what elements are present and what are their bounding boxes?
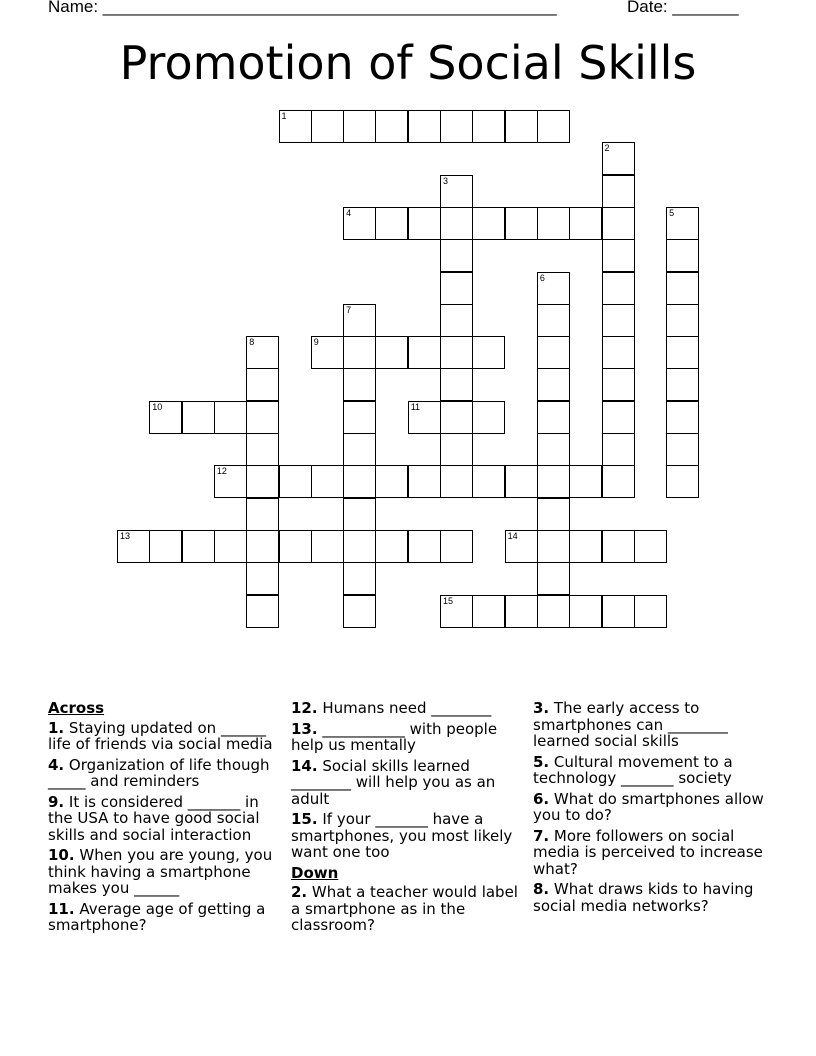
crossword-cell[interactable] — [214, 530, 247, 563]
crossword-cell[interactable] — [343, 401, 376, 434]
crossword-cell[interactable] — [666, 368, 699, 401]
crossword-cell[interactable] — [569, 465, 602, 498]
crossword-cell[interactable] — [505, 465, 538, 498]
clue-number: 8. — [533, 880, 550, 898]
crossword-cell[interactable] — [343, 530, 376, 563]
crossword-cell[interactable] — [343, 562, 376, 595]
clue-item — [533, 881, 769, 914]
clue-number: 1 — [281, 111, 287, 121]
clue-item — [533, 791, 769, 824]
clue-text: More followers on social media is perceived to increase what? — [533, 826, 763, 878]
crossword-cell[interactable] — [440, 465, 473, 498]
crossword-cell[interactable] — [440, 272, 473, 305]
clue-number: 15 — [443, 595, 454, 606]
name-field-label: Name: ________________________________________________ — [48, 0, 557, 16]
crossword-cell[interactable] — [343, 336, 376, 369]
crossword-cell[interactable] — [602, 304, 635, 337]
crossword-cell[interactable] — [246, 595, 279, 628]
clue-number: 3 — [443, 175, 449, 186]
crossword-cell[interactable] — [537, 368, 570, 401]
crossword-cell[interactable] — [602, 465, 635, 498]
crossword-cell[interactable] — [343, 433, 376, 466]
crossword-cell[interactable] — [246, 368, 279, 401]
crossword-cell[interactable] — [311, 110, 344, 143]
crossword-cell[interactable] — [569, 595, 602, 628]
crossword-cell[interactable] — [214, 401, 247, 434]
clue-number: 1. — [48, 718, 65, 737]
clue-text: If your _______ have a smartphones, you most likely want one too — [291, 810, 513, 861]
crossword-cell[interactable] — [569, 207, 602, 240]
crossword-cell[interactable] — [505, 530, 538, 563]
clue-number: 5 — [669, 207, 675, 218]
clue-number: 2. — [291, 883, 308, 901]
clue-number: 11 — [410, 401, 421, 412]
crossword-cell[interactable] — [343, 595, 376, 628]
clue-text: The early access to smartphones can ________ learned social skills — [533, 699, 728, 750]
crossword-cell[interactable] — [666, 207, 699, 240]
crossword-cell[interactable] — [246, 336, 279, 369]
crossword-cell[interactable] — [602, 175, 635, 208]
clue-number: 13. — [291, 719, 318, 738]
crossword-cell[interactable] — [472, 401, 505, 434]
crossword-cell[interactable] — [375, 530, 408, 563]
crossword-cell[interactable] — [472, 595, 505, 628]
crossword-cell[interactable] — [602, 207, 635, 240]
crossword-cell[interactable] — [602, 142, 635, 175]
crossword-cell[interactable] — [537, 272, 570, 305]
crossword-cell[interactable] — [505, 110, 538, 143]
crossword-cell[interactable] — [537, 465, 570, 498]
clue-number: 14 — [507, 530, 518, 541]
crossword-cell[interactable] — [537, 530, 570, 563]
crossword-cell[interactable] — [440, 433, 473, 466]
crossword-cell[interactable] — [279, 465, 312, 498]
section-heading: Down — [291, 863, 339, 882]
crossword-cell[interactable] — [505, 595, 538, 628]
clue-number: 5. — [533, 752, 550, 771]
clue-text: Cultural movement to a technology _______ society — [533, 752, 733, 787]
crossword-cell[interactable] — [375, 336, 408, 369]
clue-text: ___________ with people help us mentally — [291, 719, 498, 754]
clue-number: 6. — [533, 789, 550, 808]
crossword-cell[interactable] — [537, 562, 570, 595]
clue-item — [291, 700, 527, 717]
crossword-cell[interactable] — [408, 110, 441, 143]
crossword-cell[interactable] — [602, 239, 635, 272]
crossword-cell[interactable] — [666, 304, 699, 337]
clue-number: 7. — [533, 826, 550, 845]
crossword-cell[interactable] — [375, 465, 408, 498]
crossword-cell[interactable] — [666, 336, 699, 369]
clue-number: 12 — [216, 466, 227, 477]
clue-number: 12. — [291, 699, 318, 717]
crossword-cell[interactable] — [149, 401, 182, 434]
crossword-cell[interactable] — [343, 207, 376, 240]
crossword-cell[interactable] — [408, 401, 441, 434]
crossword-cell[interactable] — [472, 207, 505, 240]
crossword-cell[interactable] — [634, 530, 667, 563]
crossword-cell[interactable] — [537, 498, 570, 531]
clue-number: 11. — [48, 899, 75, 918]
crossword-cell[interactable] — [537, 207, 570, 240]
clue-item — [533, 700, 769, 750]
crossword-cell[interactable] — [602, 433, 635, 466]
clue-number: 8 — [249, 337, 255, 348]
crossword-cell[interactable] — [343, 498, 376, 531]
crossword-cell[interactable] — [343, 368, 376, 401]
crossword-cell[interactable] — [408, 336, 441, 369]
crossword-cell[interactable] — [537, 304, 570, 337]
crossword-cell[interactable] — [602, 595, 635, 628]
crossword-cell[interactable] — [440, 401, 473, 434]
crossword-cell[interactable] — [311, 465, 344, 498]
crossword-cell[interactable] — [537, 433, 570, 466]
clue-column-1 — [48, 700, 284, 938]
clue-number: 9 — [313, 337, 319, 348]
crossword-cell[interactable] — [343, 110, 376, 143]
page-title: Promotion of Social Skills — [119, 36, 697, 90]
crossword-cell[interactable] — [214, 465, 247, 498]
crossword-cell[interactable] — [602, 368, 635, 401]
crossword-cell[interactable] — [246, 498, 279, 531]
clue-item — [291, 811, 527, 861]
crossword-cell[interactable] — [440, 595, 473, 628]
clue-text: Average age of getting a smartphone? — [48, 899, 266, 934]
section-heading: Across — [48, 699, 105, 717]
clue-number: 10 — [152, 401, 163, 412]
crossword-cell[interactable] — [666, 239, 699, 272]
clue-item — [291, 884, 527, 934]
clue-text: Organization of life though _____ and reminders — [48, 755, 270, 790]
crossword-cell[interactable] — [408, 207, 441, 240]
crossword-cell[interactable] — [666, 433, 699, 466]
crossword-cell[interactable] — [634, 595, 667, 628]
clue-item — [48, 901, 284, 934]
crossword-cell[interactable] — [537, 401, 570, 434]
crossword-cell[interactable] — [279, 530, 312, 563]
clue-number: 6 — [539, 272, 545, 283]
clue-item — [533, 754, 769, 787]
crossword-cell[interactable] — [472, 336, 505, 369]
clue-number: 7 — [346, 304, 352, 315]
crossword-cell[interactable] — [602, 336, 635, 369]
crossword-cell[interactable] — [440, 336, 473, 369]
date-field-label: Date: _______ — [627, 0, 739, 16]
clue-column-3 — [533, 700, 769, 918]
crossword-cell[interactable] — [117, 530, 150, 563]
clue-text: When you are young, you think having a smartphone makes you ______ — [48, 846, 273, 897]
crossword-cell[interactable] — [472, 465, 505, 498]
crossword-cell[interactable] — [375, 207, 408, 240]
crossword-cell[interactable] — [440, 175, 473, 208]
crossword-cell[interactable] — [602, 530, 635, 563]
clue-text: Humans need ________ — [322, 699, 492, 717]
clue-text: Staying updated on ______ life of friends via social media — [48, 718, 273, 753]
crossword-cell[interactable] — [666, 272, 699, 305]
crossword-cell[interactable] — [343, 465, 376, 498]
crossword-cell[interactable] — [375, 110, 408, 143]
clue-number: 15. — [291, 810, 318, 828]
clue-number: 3. — [533, 699, 550, 717]
crossword-cell[interactable] — [246, 562, 279, 595]
crossword-cell[interactable] — [279, 110, 312, 143]
crossword-cell[interactable] — [440, 207, 473, 240]
crossword-cell[interactable] — [440, 239, 473, 272]
crossword-cell[interactable] — [440, 110, 473, 143]
clue-number: 4. — [48, 755, 65, 774]
crossword-cell[interactable] — [602, 272, 635, 305]
clue-item — [291, 758, 527, 808]
clue-item — [48, 847, 284, 897]
clue-text: Social skills learned ________ will help you as an adult — [291, 756, 496, 808]
clue-text: What draws kids to having social media networks? — [533, 880, 754, 915]
crossword-cell[interactable] — [408, 530, 441, 563]
crossword-cell[interactable] — [537, 336, 570, 369]
clue-number: 4 — [346, 207, 352, 218]
clue-item — [48, 720, 284, 753]
crossword-cell[interactable] — [311, 336, 344, 369]
crossword-cell[interactable] — [569, 530, 602, 563]
crossword-cell[interactable] — [182, 530, 215, 563]
crossword-cell[interactable] — [666, 465, 699, 498]
crossword-cell[interactable] — [537, 110, 570, 143]
clue-item — [48, 757, 284, 790]
clue-number: 14. — [291, 756, 318, 775]
clue-number: 2 — [604, 143, 610, 154]
crossword-cell[interactable] — [440, 368, 473, 401]
clue-number: 10. — [48, 846, 75, 864]
crossword-cell[interactable] — [246, 401, 279, 434]
crossword-cell[interactable] — [440, 530, 473, 563]
clue-item — [533, 828, 769, 878]
clue-item — [48, 794, 284, 844]
crossword-cell[interactable] — [472, 110, 505, 143]
crossword-cell[interactable] — [246, 433, 279, 466]
clue-number: 13 — [120, 530, 131, 541]
crossword-cell[interactable] — [182, 401, 215, 434]
crossword-cell[interactable] — [311, 530, 344, 563]
crossword-cell[interactable] — [246, 530, 279, 563]
crossword-cell[interactable] — [666, 401, 699, 434]
clue-item — [291, 721, 527, 754]
crossword-cell[interactable] — [505, 207, 538, 240]
crossword-cell[interactable] — [343, 304, 376, 337]
crossword-cell[interactable] — [537, 595, 570, 628]
crossword-cell[interactable] — [602, 401, 635, 434]
clue-text: What do smartphones allow you to do? — [533, 789, 764, 824]
crossword-cell[interactable] — [408, 465, 441, 498]
crossword-cell[interactable] — [246, 465, 279, 498]
clue-text: It is considered _______ in the USA to have good social skills and social interaction — [48, 792, 260, 844]
crossword-cell[interactable] — [440, 304, 473, 337]
clue-number: 9. — [48, 792, 65, 811]
crossword-cell[interactable] — [149, 530, 182, 563]
clue-text: What a teacher would label a smartphone as in the classroom? — [291, 883, 518, 934]
clue-column-2 — [291, 700, 527, 938]
